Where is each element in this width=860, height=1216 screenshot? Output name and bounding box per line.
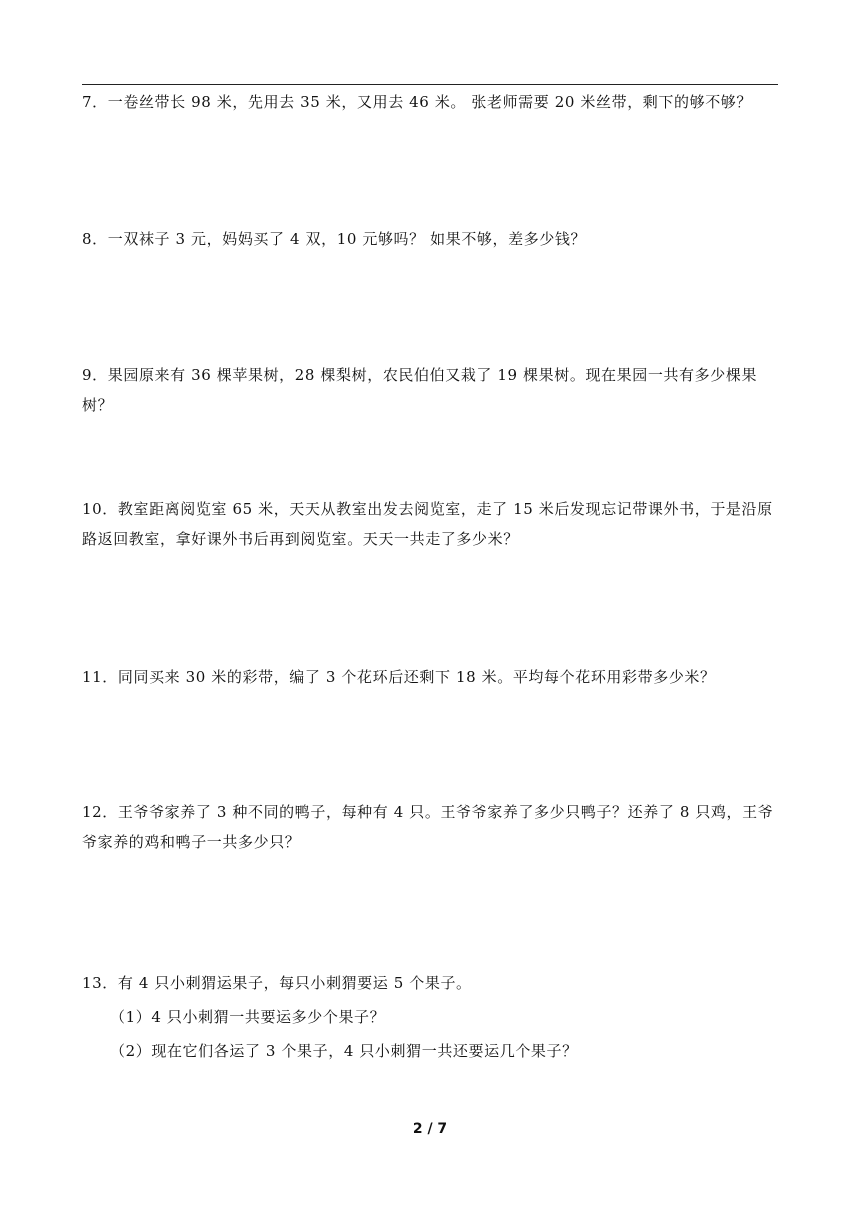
question-11: 11．同同买来 30 米的彩带，编了 3 个花环后还剩下 18 米。平均每个花环用彩带多少米？ (82, 668, 716, 686)
question-12: 12．王爷爷家养了 3 种不同的鸭子，每种有 4 只。王爷爷家养了多少只鸭子？还养了 8 只鸡，王爷爷家养的鸡和鸭子一共多少只？ (82, 803, 774, 851)
question-10: 10．教室距离阅览室 65 米，天天从教室出发去阅览室，走了 15 米后发现忘记带课外书，于是沿原路返回教室，拿好课外书后再到阅览室。天天一共走了多少米？ (82, 500, 773, 548)
question-9: 9．果园原来有 36 棵苹果树，28 棵梨树，农民伯伯又栽了 19 棵果树。现在果园一共有多少棵果树？ (82, 366, 758, 414)
page-number: 2 / 7 (412, 1121, 448, 1137)
question-8: 8．一双袜子 3 元，妈妈买了 4 双，10 元够吗？ 如果不够，差多少钱？ (82, 230, 587, 248)
question-13-part-1: （1）4 只小刺猬一共要运多少个果子？ (110, 1008, 386, 1026)
question-13-part-2: （2）现在它们各运了 3 个果子，4 只小刺猬一共还要运几个果子？ (110, 1042, 578, 1060)
header-rule (82, 84, 778, 85)
question-7: 7．一卷丝带长 98 米，先用去 35 米，又用去 46 米。 张老师需要 20 米丝带，剩下的够不够？ (82, 93, 753, 111)
question-13: 13．有 4 只小刺猬运果子，每只小刺猬要运 5 个果子。 (82, 974, 472, 992)
